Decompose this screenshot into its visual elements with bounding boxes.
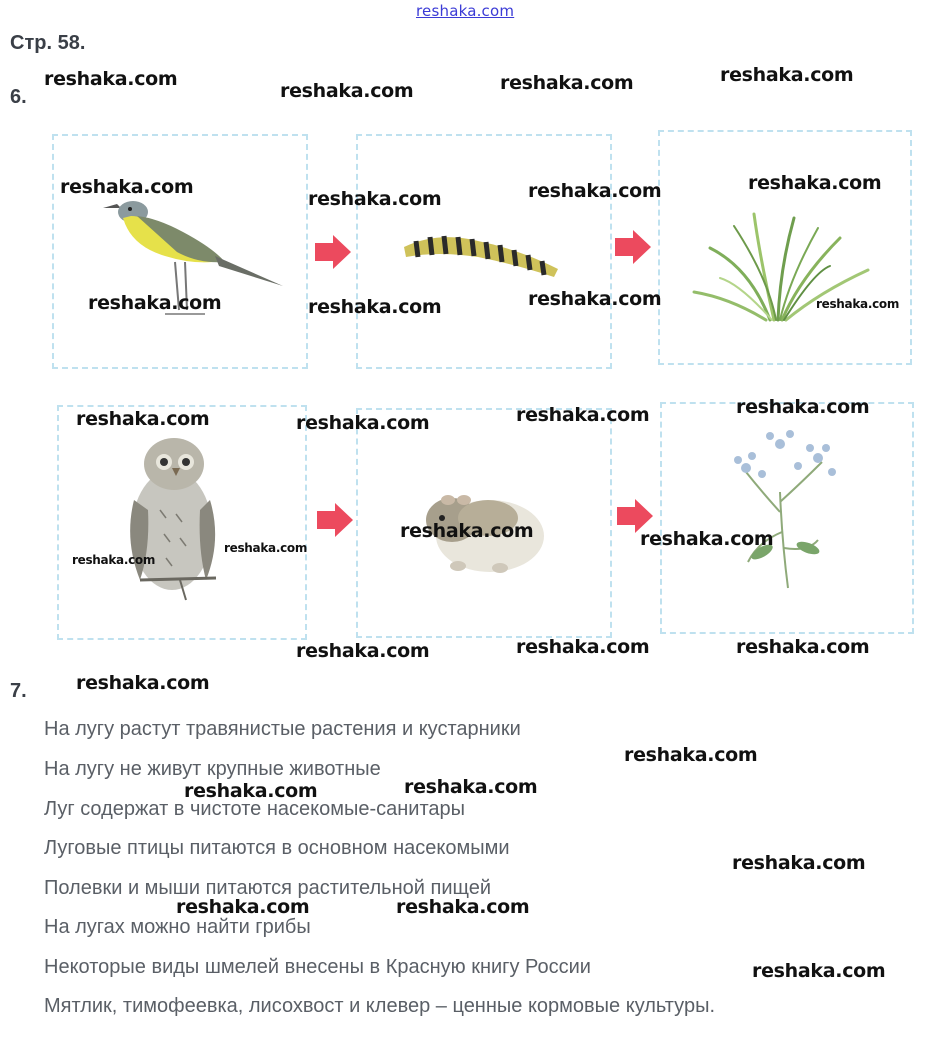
watermark: reshaka.com: [816, 297, 900, 311]
watermark: reshaka.com: [732, 852, 866, 874]
statement-5: Полевки и мыши питаются растительной пищей: [44, 877, 492, 899]
arrow-right-icon: [317, 503, 353, 537]
watermark: reshaka.com: [72, 553, 156, 567]
caterpillar-icon: [398, 225, 564, 285]
watermark: reshaka.com: [88, 292, 222, 314]
watermark: reshaka.com: [296, 640, 430, 662]
task-7-number: 7.: [10, 680, 27, 702]
statement-3: Луг содержат в чистоте насекомые-санитары: [44, 798, 466, 820]
watermark: reshaka.com: [404, 776, 538, 798]
statement-4: Луговые птицы питаются в основном насекомыми: [44, 837, 510, 859]
watermark: reshaka.com: [736, 636, 870, 658]
watermark: reshaka.com: [184, 780, 318, 802]
owl-icon: [120, 430, 228, 602]
task-6-number: 6.: [10, 86, 27, 108]
watermark: reshaka.com: [516, 636, 650, 658]
watermark: reshaka.com: [176, 896, 310, 918]
watermark: reshaka.com: [76, 408, 210, 430]
arrow-right-icon: [615, 230, 651, 264]
watermark: reshaka.com: [60, 176, 194, 198]
watermark: reshaka.com: [400, 520, 534, 542]
watermark: reshaka.com: [44, 68, 178, 90]
watermark: reshaka.com: [516, 404, 650, 426]
watermark: reshaka.com: [640, 528, 774, 550]
arrow-right-icon: [315, 235, 351, 269]
watermark: reshaka.com: [720, 64, 854, 86]
watermark: reshaka.com: [308, 188, 442, 210]
watermark: reshaka.com: [528, 180, 662, 202]
watermark: reshaka.com: [528, 288, 662, 310]
site-link[interactable]: reshaka.com: [416, 2, 515, 20]
watermark: reshaka.com: [624, 744, 758, 766]
statement-1: На лугу растут травянистые растения и кустарники: [44, 718, 521, 740]
watermark: reshaka.com: [280, 80, 414, 102]
statement-2: На лугу не живут крупные животные: [44, 758, 381, 780]
watermark: reshaka.com: [752, 960, 886, 982]
statement-6: На лугах можно найти грибы: [44, 916, 311, 938]
watermark: reshaka.com: [748, 172, 882, 194]
watermark: reshaka.com: [76, 672, 210, 694]
statement-8: Мятлик, тимофеевка, лисохвост и клевер – ценные кормовые культуры.: [44, 995, 716, 1017]
watermark: reshaka.com: [224, 541, 308, 555]
watermark: reshaka.com: [396, 896, 530, 918]
statement-7: Некоторые виды шмелей внесены в Красную книгу России: [44, 956, 591, 978]
page-reference: Стр. 58.: [10, 32, 86, 54]
watermark: reshaka.com: [500, 72, 634, 94]
watermark: reshaka.com: [308, 296, 442, 318]
watermark: reshaka.com: [296, 412, 430, 434]
flower-icon: [722, 422, 852, 592]
watermark: reshaka.com: [736, 396, 870, 418]
